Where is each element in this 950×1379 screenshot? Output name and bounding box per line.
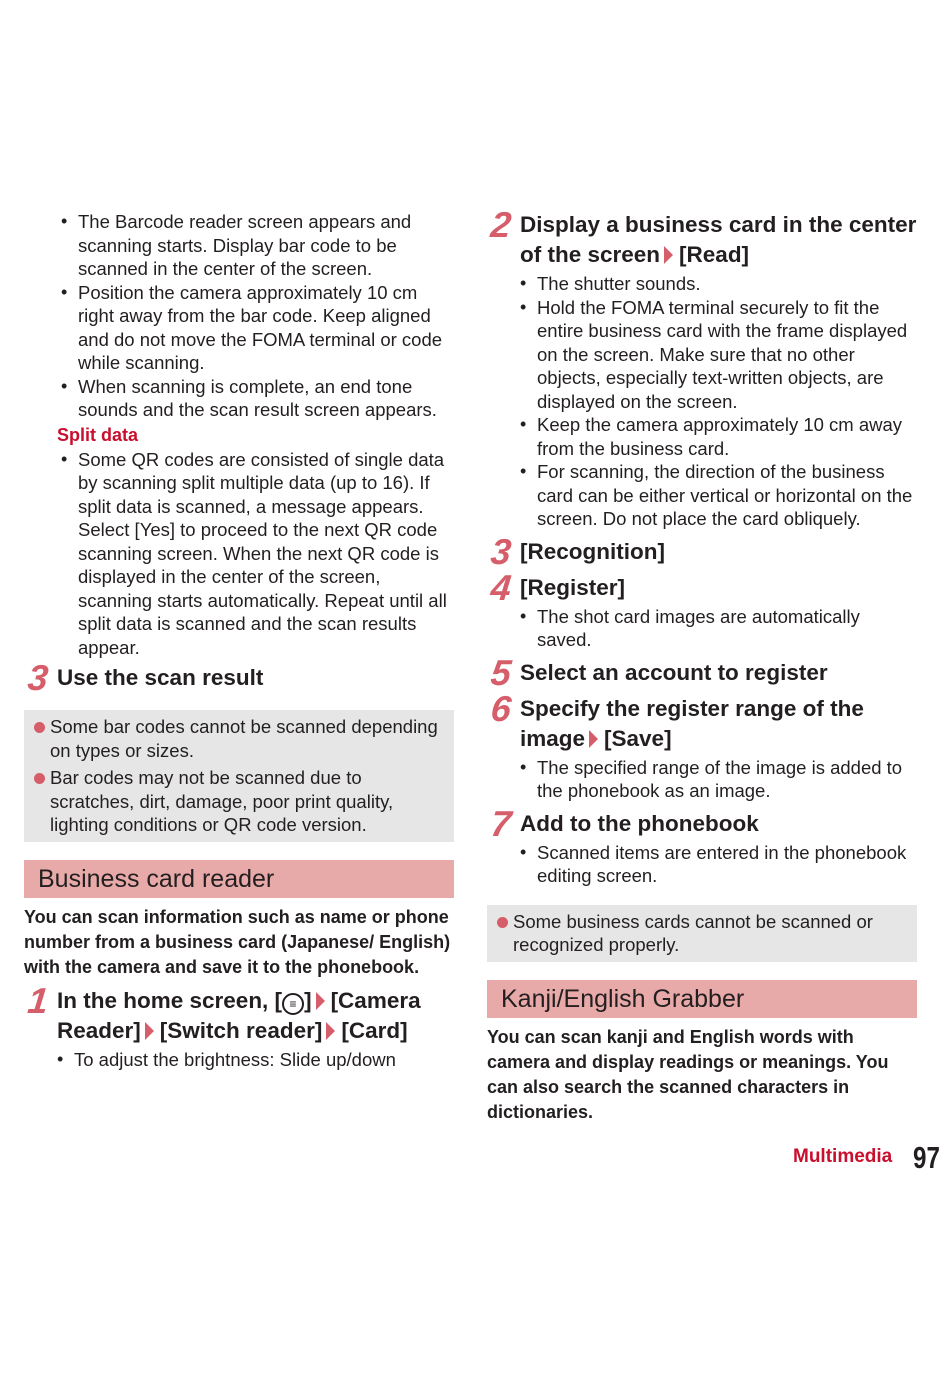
step-number: 1: [25, 979, 51, 1021]
step-title: [520, 210, 917, 270]
arrow-right-icon: [589, 730, 598, 748]
step-number: 3: [25, 657, 51, 698]
note-item: Some bar codes cannot be scanned depending on types or sizes.: [34, 715, 444, 762]
step-number: 7: [488, 802, 514, 844]
step-text: Specify the register range of the image: [520, 695, 864, 751]
step-number: 5: [488, 651, 514, 693]
step-number: 6: [488, 687, 514, 729]
section-intro: You can scan information such as name or phone number from a business card (Japanese/ English) with the camera and save it to the phonebook.: [24, 906, 451, 977]
list-item: • Keep the camera approximately 10 cm away from the business card.: [520, 413, 917, 460]
step-title: Use the scan result: [57, 665, 264, 690]
list-item: • Some QR codes are consisted of single data by scanning split multiple data (up to 16). If split data is scanned, a message appears. Select [Yes] to proceed to the next QR code scanning screen. When the next QR code is displayed in the center of the screen, scanning starts automatically. Repeat until all split data is scanned and the scan results appear.: [61, 448, 454, 660]
read-menu-item: [Read]: [679, 242, 750, 267]
note-box: [24, 710, 454, 842]
step-6-register-range: [487, 687, 917, 803]
step-text: Display a business card in the center of the screen: [520, 212, 917, 267]
list-item: • To adjust the brightness: Slide up/down: [57, 1048, 454, 1072]
left-column: [24, 210, 454, 1071]
step-bullet-list: [520, 841, 917, 888]
section-title-kanji-english-grabber: Kanji/English Grabber: [487, 980, 917, 1018]
step-number: 2: [488, 204, 514, 245]
arrow-right-icon: [326, 1022, 335, 1040]
note-box: [487, 905, 917, 962]
step-7-add-phonebook: [487, 802, 917, 888]
list-item: • The shot card images are automatically saved.: [520, 605, 917, 652]
list-item: • The shutter sounds.: [520, 272, 917, 296]
list-item: • When scanning is complete, an end tone sounds and the scan result screen appears.: [61, 375, 454, 422]
section-intro: You can scan kanji and English words with camera and display readings or meanings. You can also search the scanned characters in dictionaries.: [487, 1026, 889, 1122]
step-text: In the home screen, [: [57, 987, 283, 1013]
step-number: 4: [488, 566, 514, 608]
list-item: • Position the camera approximately 10 cm right away from the bar code. Keep aligned and do not move the FOMA terminal or code while scanning.: [61, 281, 454, 375]
menu-key-icon: ≡: [282, 993, 304, 1015]
right-column: [487, 204, 917, 1125]
note-item: Bar codes may not be scanned due to scratches, dirt, damage, poor print quality, lighting conditions or QR code version.: [34, 766, 444, 837]
page-number: 97: [913, 1140, 940, 1175]
arrow-right-icon: [316, 992, 325, 1010]
list-item: • Hold the FOMA terminal securely to fit the entire business card with the frame displayed on the screen. Make sure that no other objects, especially text-written objects, are displayed on the screen.: [520, 296, 917, 414]
step-bullet-list: [57, 1048, 454, 1072]
step-title: [Register]: [520, 574, 626, 600]
intro-bullet-list: [61, 210, 454, 422]
step-2-display-card: [487, 204, 917, 531]
note-item: Some business cards cannot be scanned or recognized properly.: [497, 910, 907, 957]
arrow-right-icon: [145, 1022, 154, 1040]
split-data-bullet-list: [61, 448, 454, 660]
switch-reader-menu-item: [Switch reader]: [159, 1017, 323, 1043]
step-bullet-list: [520, 272, 917, 531]
arrow-right-icon: [664, 246, 673, 264]
list-item: • The Barcode reader screen appears and scanning starts. Display bar code to be scanned in the center of the screen.: [61, 210, 454, 281]
step-title: [57, 986, 454, 1046]
step-bullet-list: [520, 756, 917, 803]
card-menu-item: [Card]: [341, 1017, 408, 1043]
list-item: • Scanned items are entered in the phonebook editing screen.: [520, 841, 917, 888]
step-number: 3: [488, 530, 514, 572]
step-title: [520, 694, 917, 754]
list-item: • The specified range of the image is added to the phonebook as an image.: [520, 756, 917, 803]
step-title: Select an account to register: [520, 659, 828, 685]
save-menu-item: [Save]: [604, 725, 672, 751]
section-title-business-card-reader: Business card reader: [24, 860, 454, 898]
footer-section-label: Multimedia: [793, 1146, 893, 1167]
step-5-select-account: [487, 651, 917, 693]
step-4-register: [487, 566, 917, 652]
note-list: [34, 715, 444, 837]
step-text: ]: [304, 987, 312, 1013]
step-1-home-screen: [24, 979, 454, 1072]
camera-reader-menu-item: [Camera Reader]: [57, 987, 421, 1043]
step-3-recognition: [487, 530, 917, 572]
split-data-heading: Split data: [57, 424, 139, 445]
note-list: [497, 910, 907, 957]
step-title: Add to the phonebook: [520, 810, 759, 836]
list-item: • For scanning, the direction of the business card can be either vertical or horizontal on the screen. Do not place the card obliquely.: [520, 460, 917, 531]
step-bullet-list: [520, 605, 917, 652]
step-3-use-scan-result: [24, 657, 454, 698]
step-title: [Recognition]: [520, 538, 665, 564]
